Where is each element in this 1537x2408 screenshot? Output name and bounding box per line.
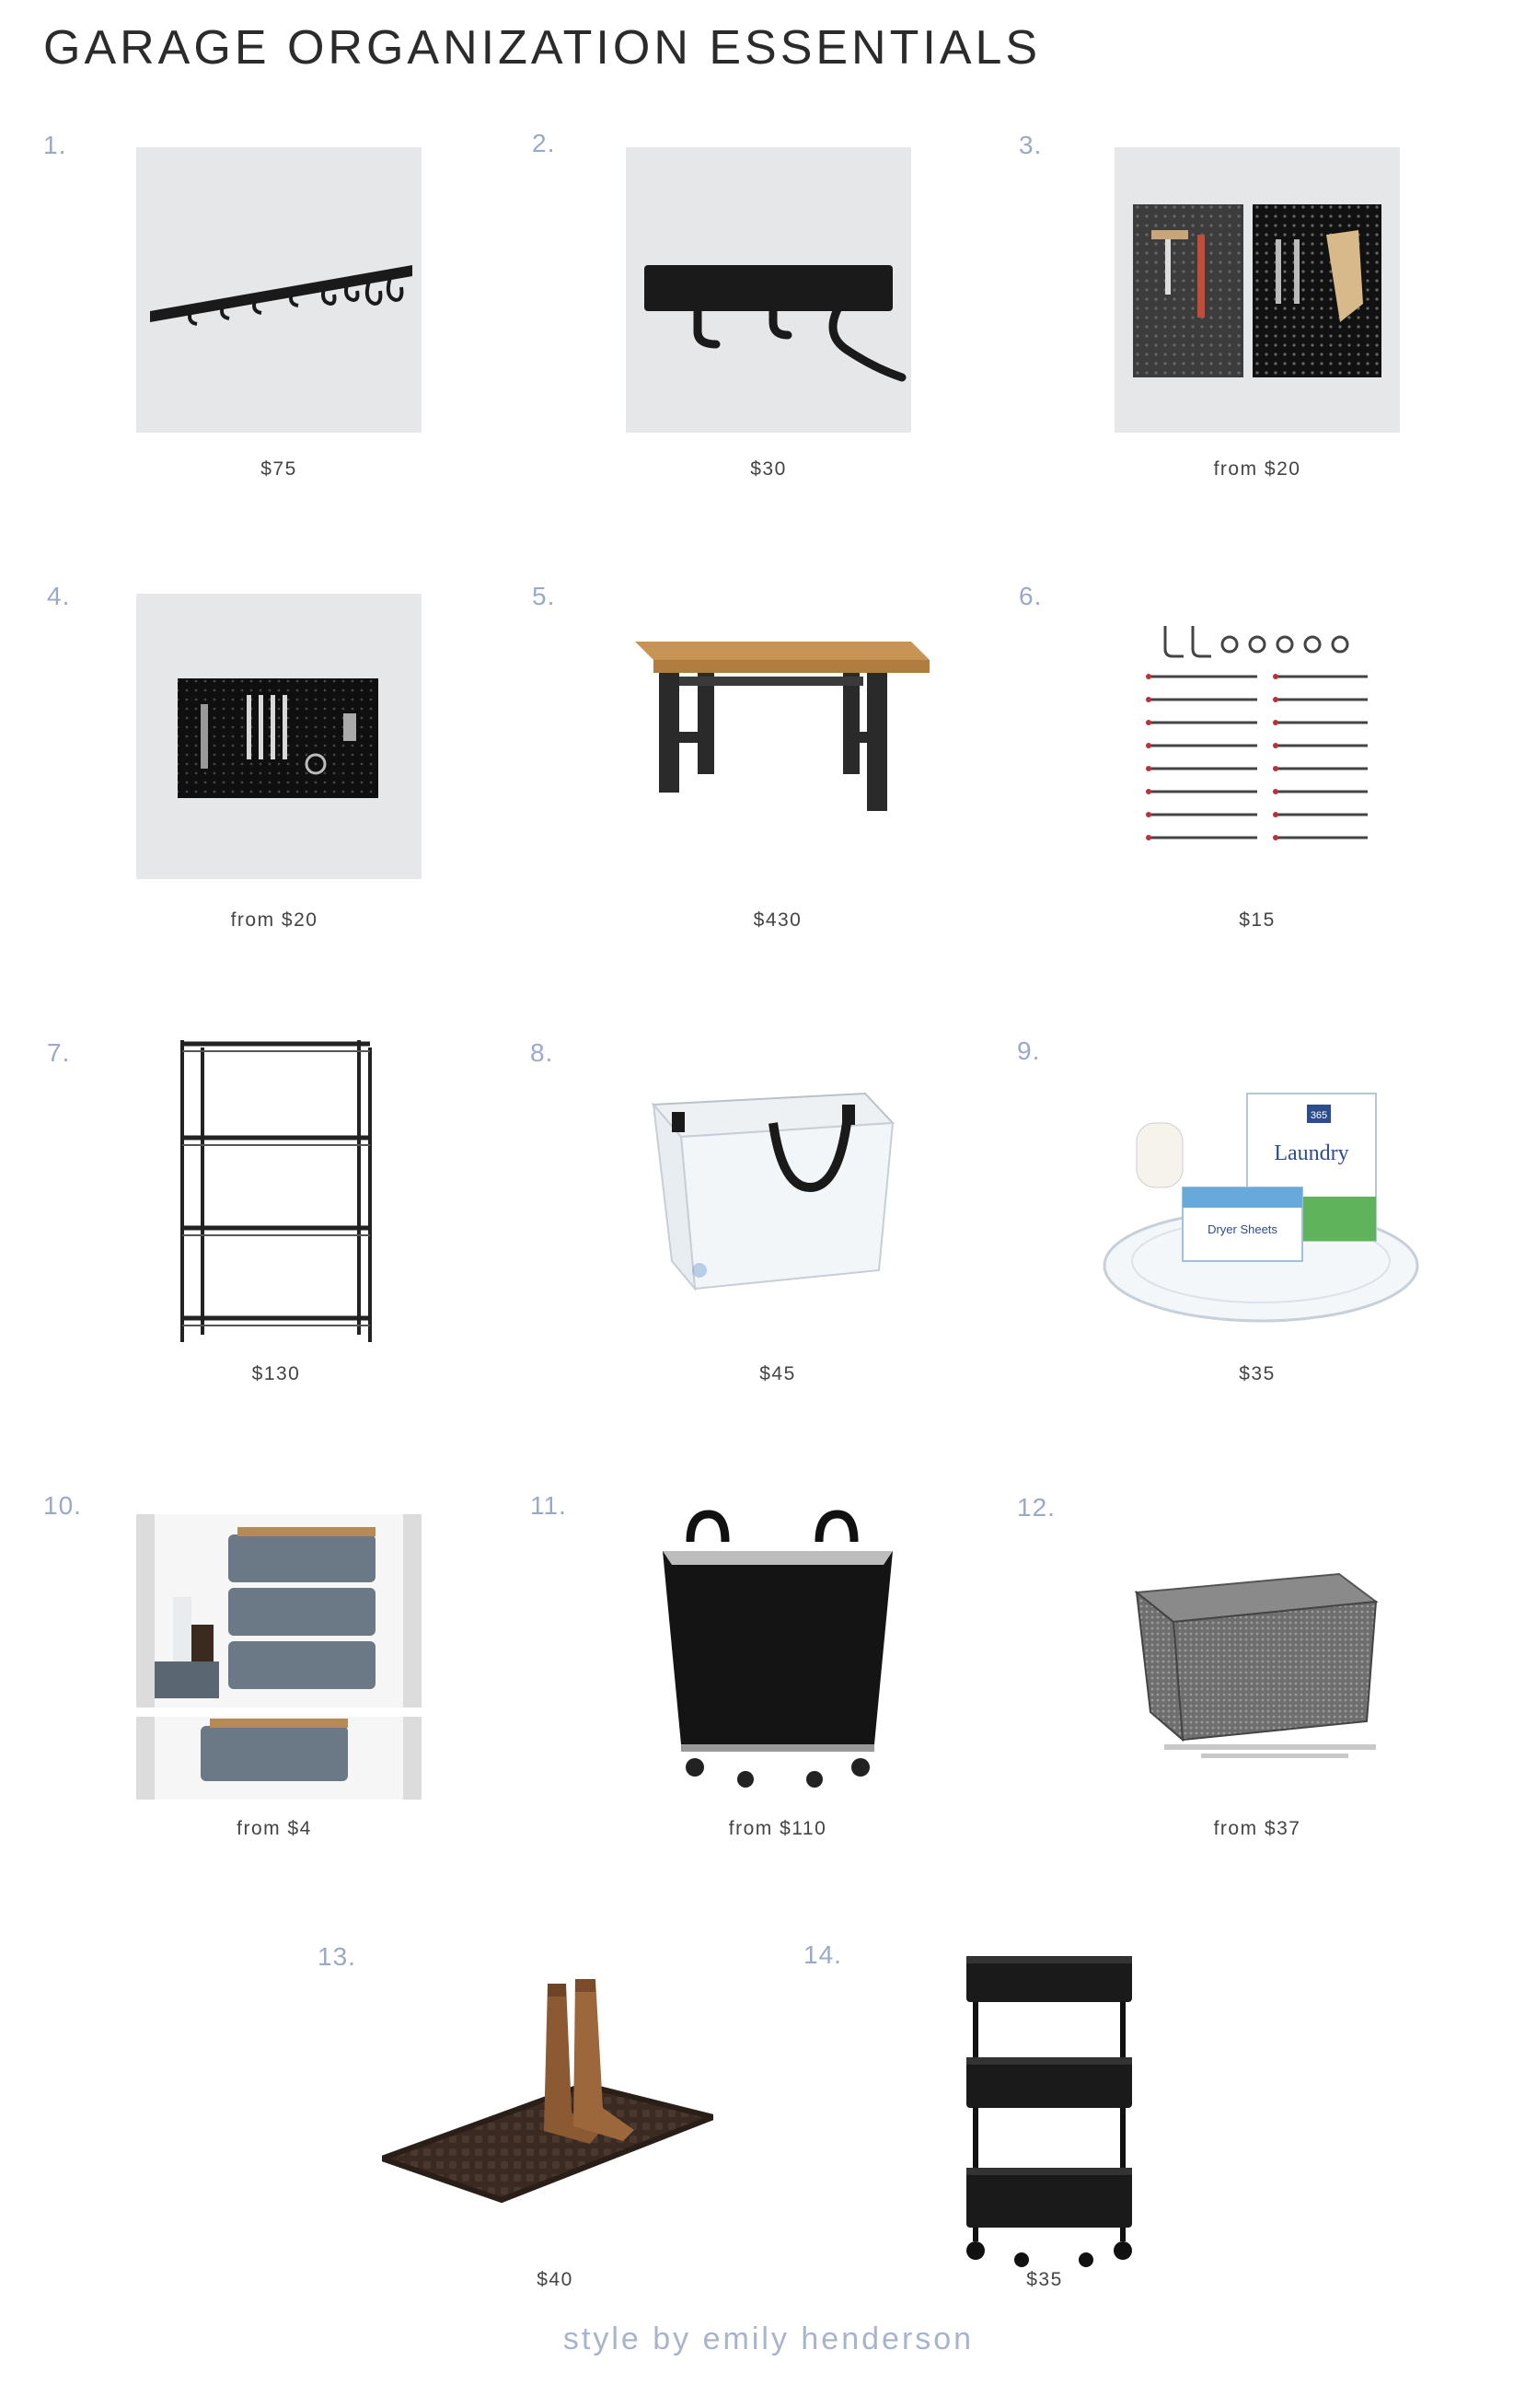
item-number-13: 13.	[318, 1942, 356, 1971]
item-number-5: 5.	[532, 582, 556, 610]
item-number-6: 6.	[1019, 582, 1043, 610]
footer-credit: style by emily henderson	[562, 2321, 975, 2356]
item-number-1: 1.	[43, 131, 67, 159]
laundry-label-text: Laundry	[1274, 1141, 1349, 1165]
black-pegboard-icon[interactable]	[136, 594, 422, 879]
lazy-susan-icon[interactable]	[1095, 1086, 1427, 1335]
item-price-7: $130	[251, 1363, 301, 1384]
wire-shelving-icon[interactable]	[175, 1038, 377, 1344]
item-price-12: from $37	[1213, 1818, 1301, 1839]
item-number-12: 12.	[1017, 1493, 1056, 1522]
item-price-13: $40	[537, 2269, 573, 2290]
brand-badge-text: 365	[1310, 1110, 1328, 1121]
item-price-10: from $4	[237, 1818, 312, 1839]
rolling-cart-icon[interactable]	[957, 1947, 1141, 2269]
dryer-label-text: Dryer Sheets	[1208, 1222, 1277, 1236]
clear-storage-bin-icon[interactable]	[644, 1086, 902, 1293]
item-price-4: from $20	[230, 909, 318, 931]
item-price-6: $15	[1239, 909, 1276, 931]
pegboard-tools-icon[interactable]	[1115, 147, 1400, 433]
wall-rail-hooks-icon[interactable]	[136, 147, 422, 433]
mesh-drawer-icon[interactable]	[1127, 1565, 1385, 1767]
wall-hook-bracket-icon[interactable]	[626, 147, 911, 433]
page-title: GARAGE ORGANIZATION ESSENTIALS	[43, 21, 1042, 75]
item-price-1: $75	[260, 458, 297, 480]
laundry-cart-icon[interactable]	[653, 1505, 902, 1790]
item-price-3: from $20	[1213, 458, 1301, 480]
item-number-14: 14.	[803, 1940, 842, 1969]
item-price-9: $35	[1239, 1363, 1276, 1384]
item-number-4: 4.	[47, 582, 71, 610]
item-price-8: $45	[759, 1363, 796, 1384]
item-number-11: 11.	[530, 1491, 567, 1520]
item-price-5: $430	[753, 909, 803, 931]
item-number-9: 9.	[1017, 1036, 1041, 1065]
workbench-icon[interactable]	[626, 594, 939, 879]
storage-baskets-icon[interactable]	[136, 1514, 422, 1800]
item-number-2: 2.	[532, 129, 556, 157]
item-price-2: $30	[750, 458, 787, 480]
item-number-8: 8.	[530, 1038, 554, 1067]
item-price-11: from $110	[728, 1818, 827, 1839]
item-number-10: 10.	[43, 1491, 82, 1520]
item-number-3: 3.	[1019, 131, 1043, 159]
item-price-14: $35	[1026, 2269, 1063, 2290]
item-number-7: 7.	[47, 1038, 71, 1067]
peg-hooks-icon[interactable]	[1138, 617, 1377, 856]
boot-tray-icon[interactable]	[382, 1965, 713, 2214]
